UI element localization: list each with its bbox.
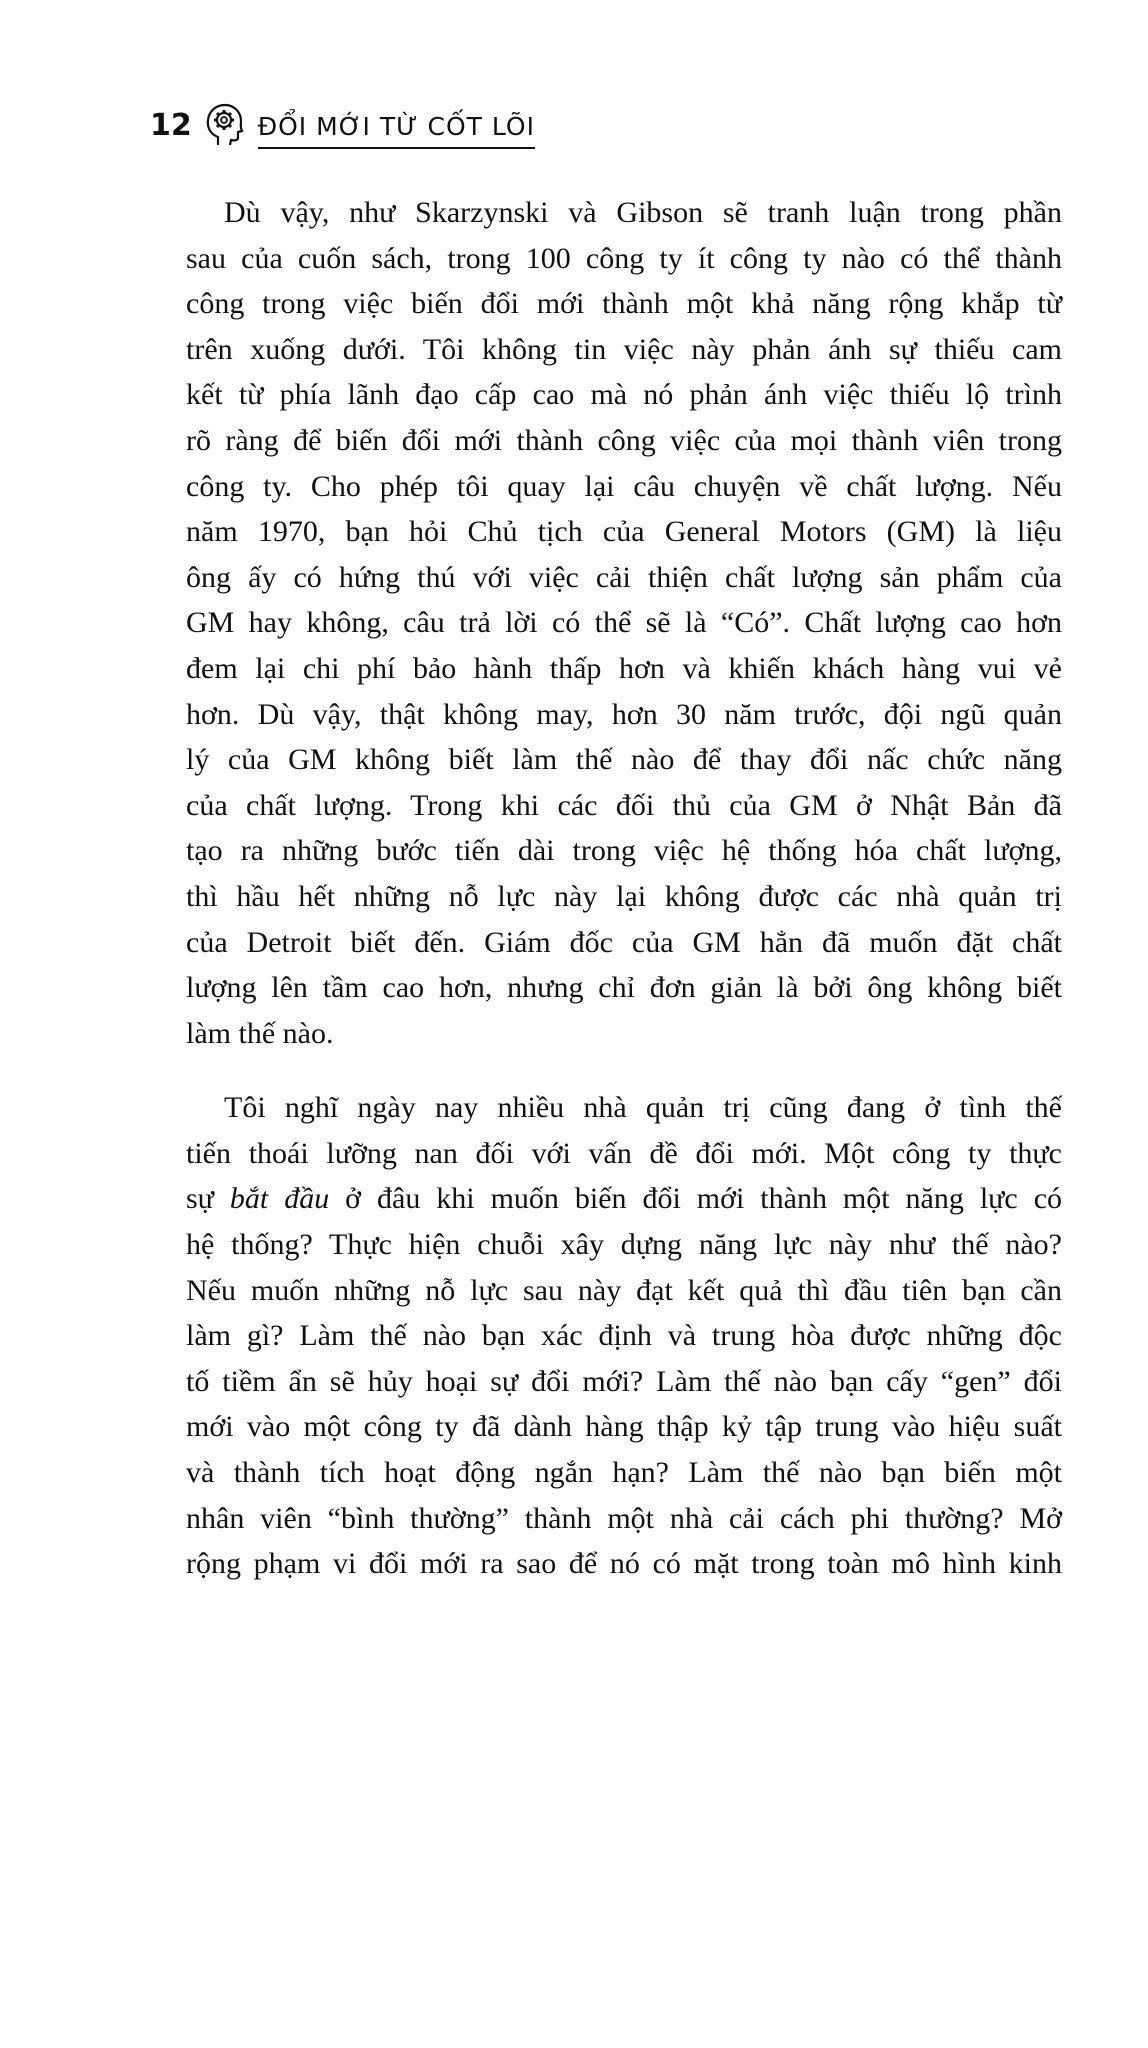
text-line: làm gì? Làm thế nào bạn xác định và trung hòa được những độc xyxy=(186,1319,1062,1353)
text-line: lượng lên tầm cao hơn, nhưng chỉ đơn giản là bởi ông không biết xyxy=(186,971,1062,1005)
text-line: lý của GM không biết làm thế nào để thay đổi nấc chức năng xyxy=(186,743,1062,777)
text-line: công ty. Cho phép tôi quay lại câu chuyện về chất lượng. Nếu xyxy=(186,469,1062,503)
text-line: sự bắt đầu ở đâu khi muốn biến đổi mới thành một năng lực có xyxy=(186,1182,1063,1216)
text-line: tiến thoái lưỡng nan đối với vấn đề đổi mới. Một công ty thực xyxy=(186,1136,1062,1170)
text-line: và thành tích hoạt động ngắn hạn? Làm thế nào bạn biến một xyxy=(186,1456,1062,1490)
text-line: mới vào một công ty đã dành hàng thập kỷ tập trung vào hiệu suất xyxy=(186,1410,1062,1444)
text-line: sau của cuốn sách, trong 100 công ty ít công ty nào có thể thành xyxy=(186,241,1062,275)
text-line: nhân viên “bình thường” thành một nhà cải cách phi thường? Mở xyxy=(186,1501,1062,1535)
text-line: của chất lượng. Trong khi các đối thủ của GM ở Nhật Bản đã xyxy=(186,788,1062,822)
text-line: Dù vậy, như Skarzynski và Gibson sẽ tranh luận trong phần xyxy=(224,196,1062,229)
text-line: hệ thống? Thực hiện chuỗi xây dựng năng lực này như thế nào? xyxy=(186,1228,1062,1262)
text-line: tố tiềm ẩn sẽ hủy hoại sự đổi mới? Làm thế nào bạn cấy “gen” đổi xyxy=(186,1364,1062,1398)
text-line: hơn. Dù vậy, thật không may, hơn 30 năm trước, đội ngũ quản xyxy=(186,697,1062,731)
text-line: tạo ra những bước tiến dài trong việc hệ thống hóa chất lượng, xyxy=(186,834,1062,868)
text-line: năm 1970, bạn hỏi Chủ tịch của General Motors (GM) là liệu xyxy=(186,515,1062,549)
page-header xyxy=(150,100,535,150)
paragraph xyxy=(186,1085,1062,1587)
text-line: GM hay không, câu trả lời có thể sẽ là “Có”. Chất lượng cao hơn xyxy=(186,606,1062,640)
text-line: rộng phạm vi đổi mới ra sao để nó có mặt trong toàn mô hình kinh xyxy=(186,1547,1062,1581)
text-line: công trong việc biến đổi mới thành một khả năng rộng khắp từ xyxy=(186,287,1062,321)
text-line: Tôi nghĩ ngày nay nhiều nhà quản trị cũng đang ở tình thế xyxy=(224,1091,1062,1125)
text-line: rõ ràng để biến đổi mới thành công việc của mọi thành viên trong xyxy=(186,423,1062,457)
text-line: làm thế nào. xyxy=(186,1016,334,1050)
text-line: của Detroit biết đến. Giám đốc của GM hẳn đã muốn đặt chất xyxy=(186,925,1062,959)
text-line: kết từ phía lãnh đạo cấp cao mà nó phản ánh việc thiếu lộ trình xyxy=(186,378,1062,412)
head-gear-icon xyxy=(204,103,244,147)
body-text xyxy=(186,190,1062,1616)
text-line: thì hầu hết những nỗ lực này lại không được các nhà quản trị xyxy=(186,879,1062,913)
running-title: ĐỔI MỚI TỪ CỐT LÕI xyxy=(258,112,535,149)
text-line: ông ấy có hứng thú với việc cải thiện chất lượng sản phẩm của xyxy=(186,560,1062,594)
paragraph xyxy=(186,190,1062,1056)
page-number: 12 xyxy=(150,107,192,143)
text-line: đem lại chi phí bảo hành thấp hơn và khiến khách hàng vui vẻ xyxy=(186,651,1062,685)
text-line: trên xuống dưới. Tôi không tin việc này phản ánh sự thiếu cam xyxy=(186,332,1062,366)
text-line: Nếu muốn những nỗ lực sau này đạt kết quả thì đầu tiên bạn cần xyxy=(186,1273,1062,1307)
